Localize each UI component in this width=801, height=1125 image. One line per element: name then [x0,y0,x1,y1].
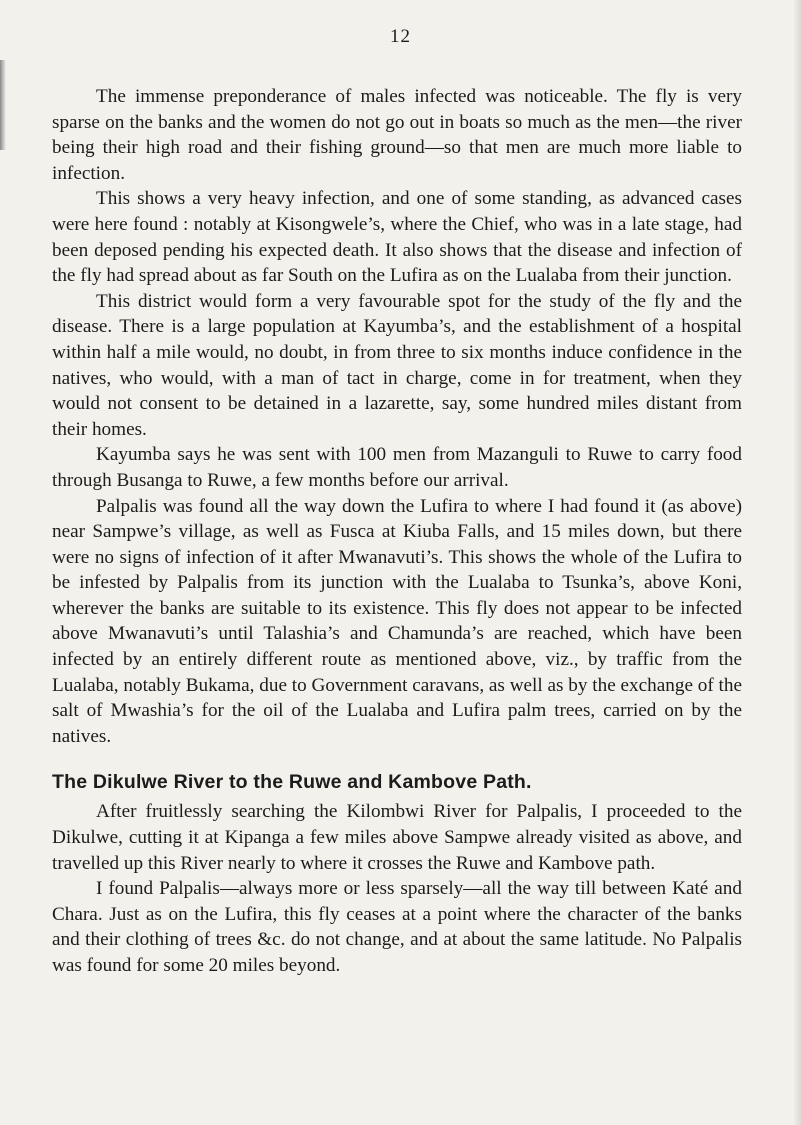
paragraph: I found Palpalis—always more or less sparsely—all the way till between Katé and Chara. Just as on the Lufira, this fly ceases at a point where the character of the banks and their clothing of trees &c. do not change, and at about the same latitude. No Palpalis was found for some 20 miles beyond. [52,878,742,976]
paragraph: Palpalis was found all the way down the Lufira to where I had found it (as above) near Sampwe’s village, as well as Fusca at Kiuba Falls, and 15 miles down, but there were no signs of infection of it after Mwanavuti’s. This shows the whole of the Lufira to be infested by Palpalis from its junction with the Lualaba to Tsunka’s, above Koni, wherever the banks are suitable to its existence. This fly does not appear to be infected above Mwanavuti’s until Talashia’s and Chamunda’s are reached, which have been infected by an entirely different route as mentioned above, viz., by traffic from the Lualaba, notably Bukama, due to Government caravans, as well as by the exchange of the salt of Mwashia’s for the oil of the Lualaba and Lufira palm trees, carried on by the natives. [52,495,742,747]
page-number: 12 [390,26,411,47]
body-text [52,84,742,979]
section-heading: The Dikulwe River to the Ruwe and Kambove Path. [52,771,532,794]
paragraph: After fruitlessly searching the Kilombwi River for Palpalis, I proceeded to the Dikulwe, cutting it at Kipanga a few miles above Sampwe already visited as above, and travelled up this River nearly to where it crosses the Ruwe and Kambove path. [52,801,742,874]
paragraph: This shows a very heavy infection, and one of some standing, as advanced cases were here found : notably at Kisongwele’s, where the Chief, who was in a late stage, had been deposed pending his expected death. It also shows that the disease and infection of the fly had spread about as far South on the Lufira as on the Lualaba from their junction. [52,188,742,287]
page-edge-shadow-left [0,60,6,150]
paragraph: This district would form a very favourable spot for the study of the fly and the disease. There is a large population at Kayumba’s, and the establishment of a hospital within half a mile would, no doubt, in from three to six months induce confidence in the natives, who would, with a man of tact in charge, come in for treatment, when they would not consent to be detained in a lazarette, say, some hundred miles distant from their homes. [52,290,742,440]
paragraph: Kayumba says he was sent with 100 men from Mazanguli to Ruwe to carry food through Busanga to Ruwe, a few months before our arrival. [52,444,742,491]
page-edge-shadow-right [793,0,801,1125]
paragraph: The immense preponderance of males infected was noticeable. The fly is very sparse on the banks and the women do not go out in boats so much as the men—the river being their high road and their fishing ground—so that men are much more liable to infection. [52,86,742,184]
